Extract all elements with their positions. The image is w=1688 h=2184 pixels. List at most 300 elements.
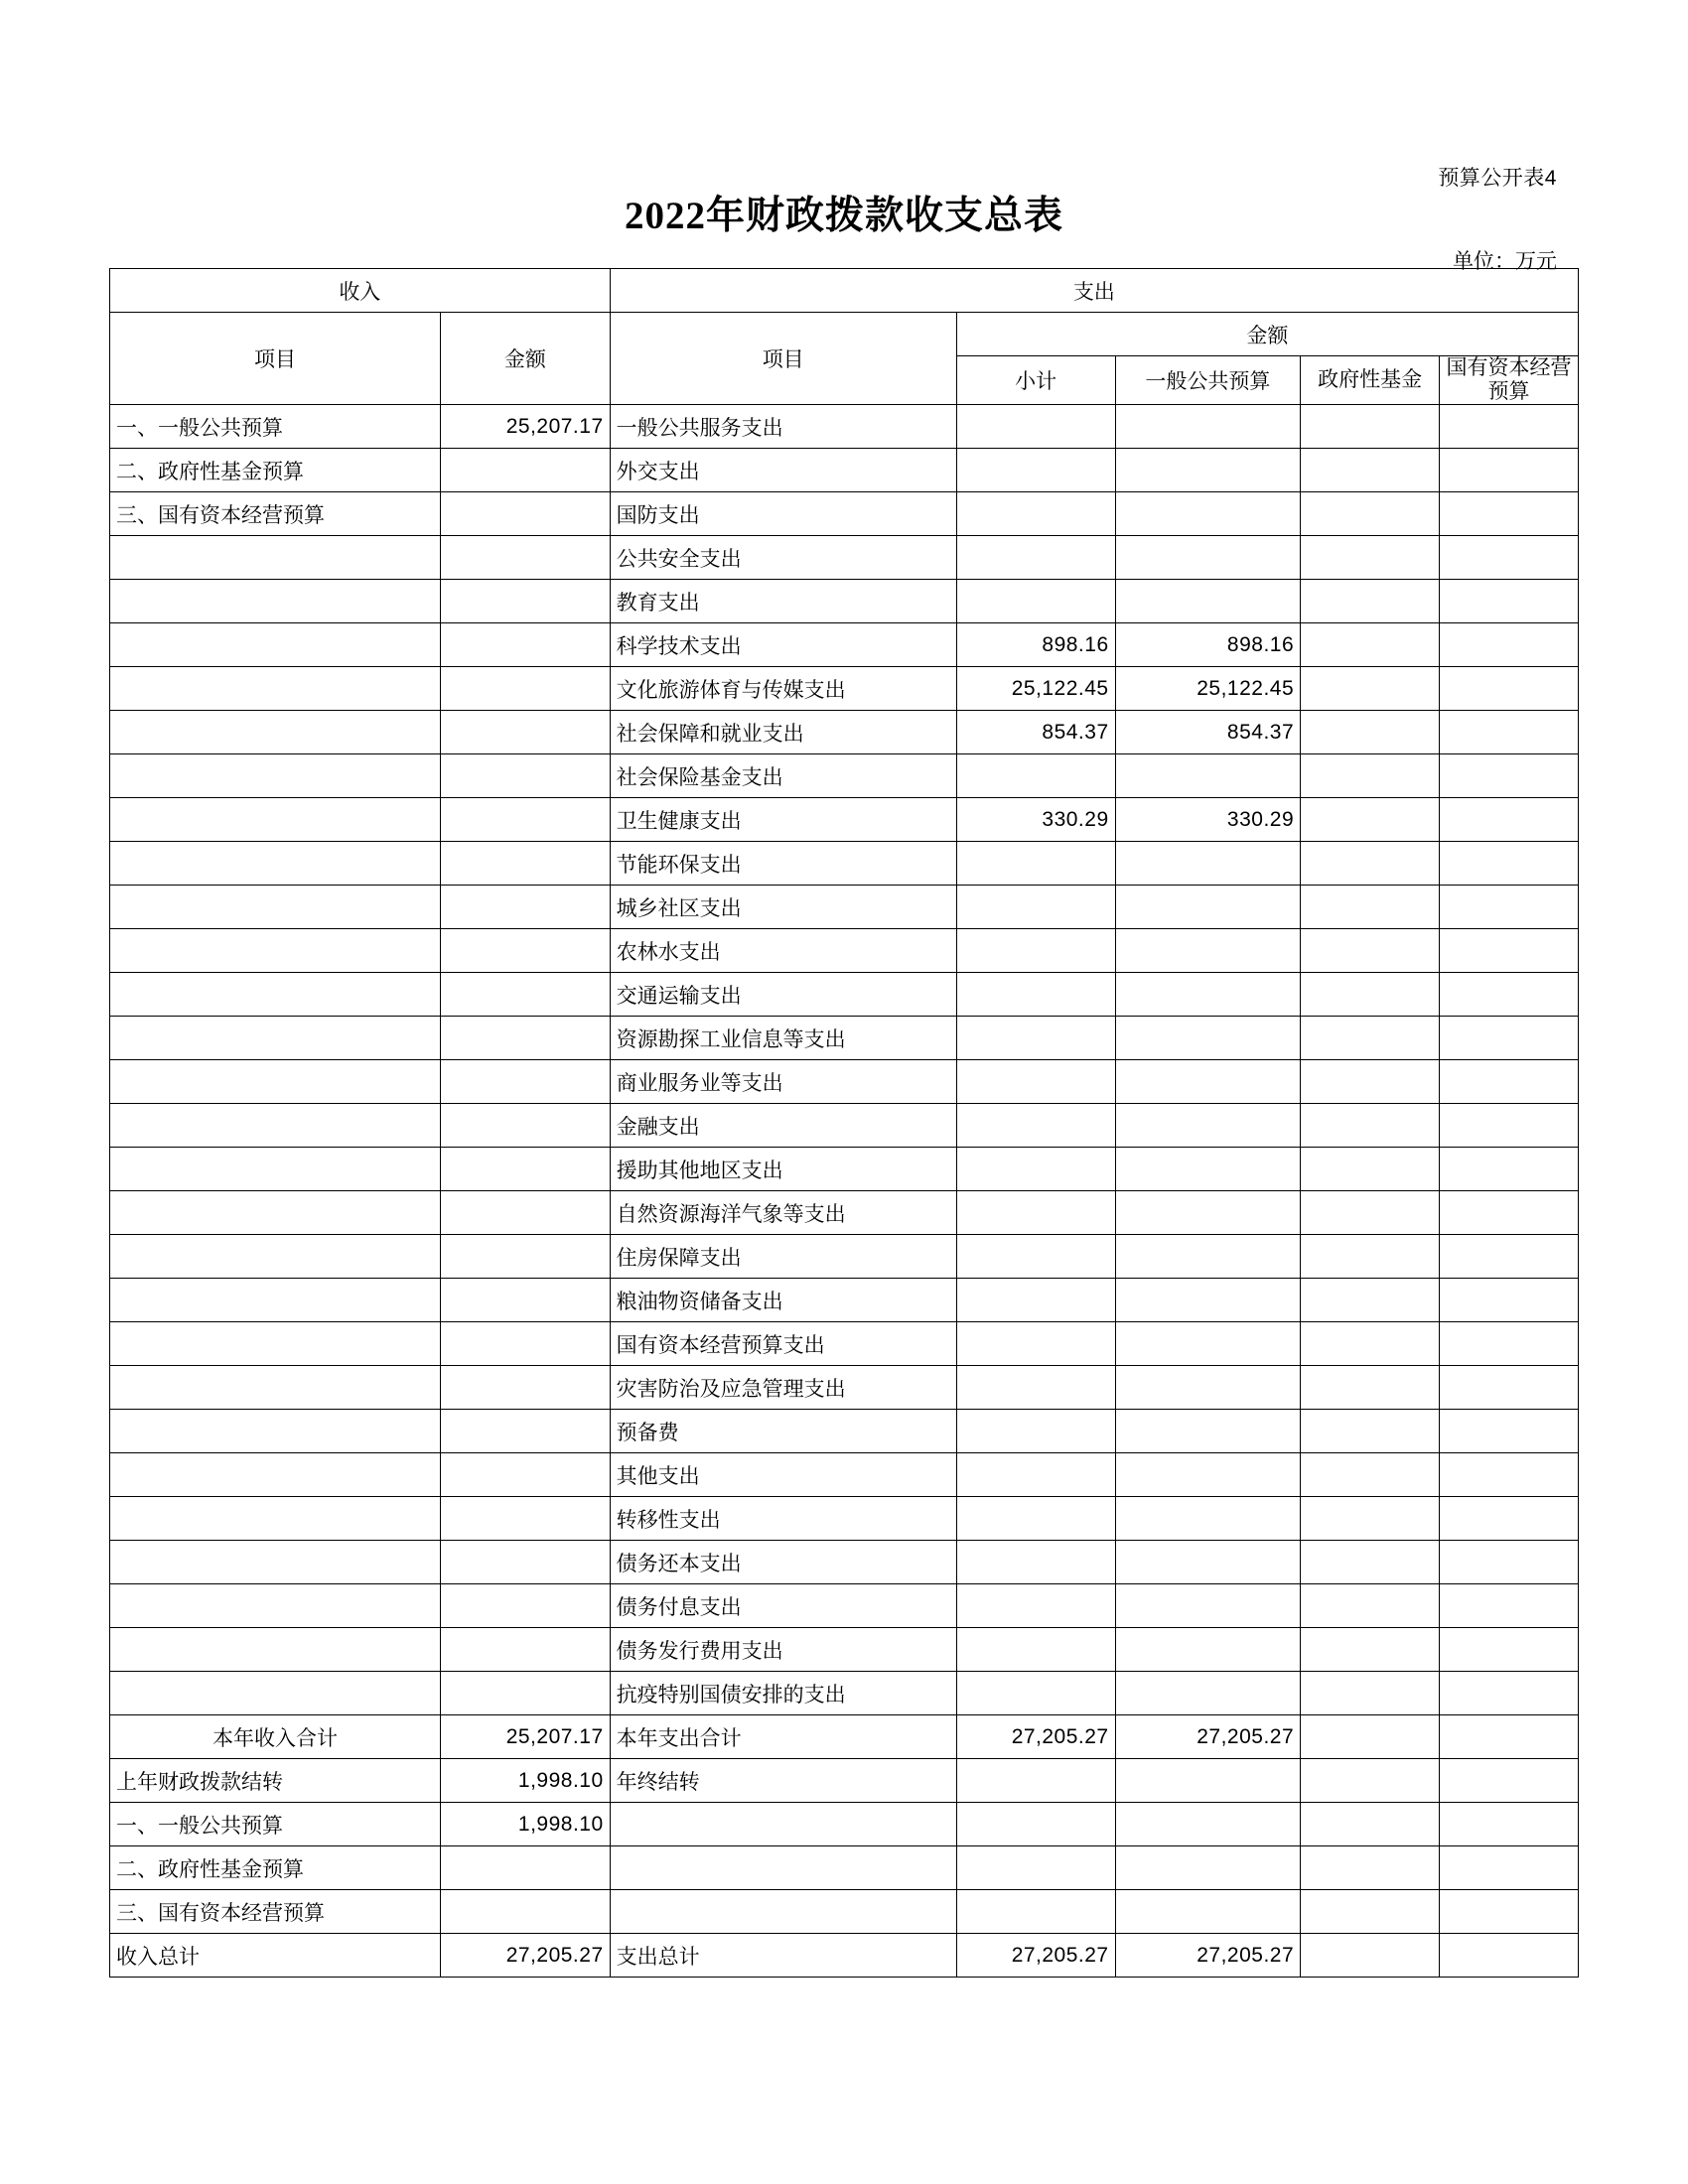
cell-income-item xyxy=(110,886,441,929)
cell-income-amount: 1,998.10 xyxy=(441,1759,611,1803)
cell-state-capital xyxy=(1440,798,1579,842)
table-header-row-2 xyxy=(110,313,1579,356)
cell-general-public-budget xyxy=(1115,1410,1301,1453)
table-row xyxy=(110,798,1579,842)
cell-government-fund xyxy=(1301,1453,1440,1497)
cell-state-capital xyxy=(1440,711,1579,754)
cell-income-item xyxy=(110,1060,441,1104)
cell-expense-item: 文化旅游体育与传媒支出 xyxy=(610,667,956,711)
cell-income-item xyxy=(110,1191,441,1235)
cell-expense-item: 粮油物资储备支出 xyxy=(610,1279,956,1322)
table-header-row-1 xyxy=(110,269,1579,313)
cell-state-capital xyxy=(1440,754,1579,798)
cell-subtotal xyxy=(956,1759,1115,1803)
cell-income-item xyxy=(110,798,441,842)
cell-government-fund xyxy=(1301,1148,1440,1191)
cell-government-fund xyxy=(1301,1322,1440,1366)
cell-subtotal xyxy=(956,1060,1115,1104)
cell-income-amount xyxy=(441,1410,611,1453)
cell-subtotal: 898.16 xyxy=(956,623,1115,667)
cell-income-item xyxy=(110,1235,441,1279)
page-title: 2022年财政拨款收支总表 xyxy=(624,195,1063,237)
cell-government-fund xyxy=(1301,886,1440,929)
cell-general-public-budget xyxy=(1115,405,1301,449)
cell-expense-item xyxy=(610,1846,956,1890)
cell-state-capital xyxy=(1440,1890,1579,1934)
unit-note: 单位：万元 xyxy=(1453,250,1557,273)
cell-subtotal xyxy=(956,405,1115,449)
cell-expense-item: 社会保障和就业支出 xyxy=(610,711,956,754)
cell-general-public-budget: 25,122.45 xyxy=(1115,667,1301,711)
cell-subtotal xyxy=(956,1410,1115,1453)
cell-income-item xyxy=(110,1017,441,1060)
cell-general-public-budget xyxy=(1115,1191,1301,1235)
cell-general-public-budget xyxy=(1115,1279,1301,1322)
cell-income-item xyxy=(110,1366,441,1410)
cell-government-fund xyxy=(1301,1584,1440,1628)
cell-expense-item: 本年支出合计 xyxy=(610,1715,956,1759)
cell-income-item xyxy=(110,754,441,798)
table-row xyxy=(110,405,1579,449)
cell-expense-item: 科学技术支出 xyxy=(610,623,956,667)
cell-income-amount xyxy=(441,1672,611,1715)
cell-subtotal: 330.29 xyxy=(956,798,1115,842)
cell-subtotal xyxy=(956,580,1115,623)
cell-general-public-budget: 330.29 xyxy=(1115,798,1301,842)
cell-expense-item: 预备费 xyxy=(610,1410,956,1453)
cell-government-fund xyxy=(1301,798,1440,842)
cell-income-amount xyxy=(441,1104,611,1148)
cell-general-public-budget xyxy=(1115,1104,1301,1148)
cell-general-public-budget xyxy=(1115,1803,1301,1846)
header-state-capital: 国有资本经营预算 xyxy=(1440,356,1579,405)
cell-income-amount xyxy=(441,842,611,886)
cell-subtotal xyxy=(956,449,1115,492)
table-row xyxy=(110,1104,1579,1148)
cell-state-capital xyxy=(1440,1279,1579,1322)
cell-state-capital xyxy=(1440,1366,1579,1410)
cell-government-fund xyxy=(1301,1715,1440,1759)
cell-income-item xyxy=(110,1584,441,1628)
cell-income-amount xyxy=(441,929,611,973)
table-row xyxy=(110,973,1579,1017)
table-row xyxy=(110,1235,1579,1279)
header-general-public-budget: 一般公共预算 xyxy=(1115,356,1301,405)
table-header xyxy=(110,269,1579,405)
cell-subtotal xyxy=(956,1017,1115,1060)
cell-expense-item: 抗疫特别国债安排的支出 xyxy=(610,1672,956,1715)
cell-general-public-budget xyxy=(1115,1453,1301,1497)
cell-income-amount xyxy=(441,1322,611,1366)
cell-state-capital xyxy=(1440,623,1579,667)
cell-government-fund xyxy=(1301,1846,1440,1890)
cell-government-fund xyxy=(1301,1541,1440,1584)
cell-general-public-budget: 854.37 xyxy=(1115,711,1301,754)
cell-government-fund xyxy=(1301,536,1440,580)
cell-expense-item: 债务还本支出 xyxy=(610,1541,956,1584)
cell-expense-item: 农林水支出 xyxy=(610,929,956,973)
cell-income-amount xyxy=(441,1366,611,1410)
cell-government-fund xyxy=(1301,842,1440,886)
table-row xyxy=(110,886,1579,929)
cell-general-public-budget xyxy=(1115,1235,1301,1279)
cell-subtotal xyxy=(956,1497,1115,1541)
cell-general-public-budget: 898.16 xyxy=(1115,623,1301,667)
cell-income-amount xyxy=(441,1628,611,1672)
cell-income-amount xyxy=(441,623,611,667)
cell-subtotal xyxy=(956,1148,1115,1191)
table-row xyxy=(110,929,1579,973)
cell-income-item xyxy=(110,623,441,667)
cell-general-public-budget xyxy=(1115,842,1301,886)
cell-subtotal xyxy=(956,1803,1115,1846)
cell-expense-item: 交通运输支出 xyxy=(610,973,956,1017)
cell-subtotal xyxy=(956,973,1115,1017)
cell-income-item xyxy=(110,711,441,754)
cell-expense-item: 金融支出 xyxy=(610,1104,956,1148)
cell-income-amount xyxy=(441,667,611,711)
cell-expense-item: 节能环保支出 xyxy=(610,842,956,886)
cell-income-item: 三、国有资本经营预算 xyxy=(110,1890,441,1934)
cell-expense-item: 一般公共服务支出 xyxy=(610,405,956,449)
table-row xyxy=(110,1584,1579,1628)
cell-government-fund xyxy=(1301,1410,1440,1453)
cell-expense-item: 转移性支出 xyxy=(610,1497,956,1541)
cell-income-item: 三、国有资本经营预算 xyxy=(110,492,441,536)
cell-expense-item: 国有资本经营预算支出 xyxy=(610,1322,956,1366)
cell-income-item: 二、政府性基金预算 xyxy=(110,449,441,492)
cell-general-public-budget xyxy=(1115,536,1301,580)
cell-state-capital xyxy=(1440,580,1579,623)
cell-income-amount: 25,207.17 xyxy=(441,405,611,449)
cell-subtotal xyxy=(956,1890,1115,1934)
cell-income-amount xyxy=(441,1279,611,1322)
cell-expense-item: 债务付息支出 xyxy=(610,1584,956,1628)
cell-subtotal xyxy=(956,1453,1115,1497)
cell-income-amount xyxy=(441,1890,611,1934)
cell-expense-item xyxy=(610,1803,956,1846)
cell-subtotal xyxy=(956,886,1115,929)
cell-state-capital xyxy=(1440,1672,1579,1715)
cell-general-public-budget xyxy=(1115,1628,1301,1672)
cell-income-item: 本年收入合计 xyxy=(110,1715,441,1759)
cell-income-amount xyxy=(441,798,611,842)
header-income-group: 收入 xyxy=(110,269,611,313)
table-row xyxy=(110,492,1579,536)
cell-state-capital xyxy=(1440,449,1579,492)
cell-government-fund xyxy=(1301,667,1440,711)
cell-subtotal: 27,205.27 xyxy=(956,1715,1115,1759)
cell-income-item xyxy=(110,1497,441,1541)
cell-income-item xyxy=(110,929,441,973)
header-subtotal: 小计 xyxy=(956,356,1115,405)
cell-subtotal: 27,205.27 xyxy=(956,1934,1115,1978)
cell-income-item xyxy=(110,1410,441,1453)
cell-subtotal xyxy=(956,1672,1115,1715)
cell-income-amount xyxy=(441,449,611,492)
cell-government-fund xyxy=(1301,1803,1440,1846)
cell-general-public-budget xyxy=(1115,1366,1301,1410)
table-row xyxy=(110,754,1579,798)
cell-income-item xyxy=(110,1279,441,1322)
cell-government-fund xyxy=(1301,973,1440,1017)
cell-government-fund xyxy=(1301,1628,1440,1672)
cell-income-item xyxy=(110,667,441,711)
cell-expense-item: 自然资源海洋气象等支出 xyxy=(610,1191,956,1235)
cell-state-capital xyxy=(1440,1235,1579,1279)
cell-income-item xyxy=(110,1628,441,1672)
cell-subtotal xyxy=(956,1235,1115,1279)
cell-income-item: 二、政府性基金预算 xyxy=(110,1846,441,1890)
cell-state-capital xyxy=(1440,1497,1579,1541)
cell-expense-item xyxy=(610,1890,956,1934)
table-row xyxy=(110,1060,1579,1104)
cell-income-amount xyxy=(441,1846,611,1890)
cell-income-item xyxy=(110,1104,441,1148)
cell-income-amount xyxy=(441,886,611,929)
cell-state-capital xyxy=(1440,492,1579,536)
cell-state-capital xyxy=(1440,1541,1579,1584)
table-row xyxy=(110,580,1579,623)
cell-general-public-budget xyxy=(1115,973,1301,1017)
table-row xyxy=(110,1934,1579,1978)
cell-expense-item: 支出总计 xyxy=(610,1934,956,1978)
cell-state-capital xyxy=(1440,536,1579,580)
cell-government-fund xyxy=(1301,1235,1440,1279)
table-row xyxy=(110,1890,1579,1934)
table-row xyxy=(110,1672,1579,1715)
cell-income-item xyxy=(110,1453,441,1497)
cell-subtotal xyxy=(956,492,1115,536)
cell-income-item: 一、一般公共预算 xyxy=(110,405,441,449)
cell-general-public-budget xyxy=(1115,580,1301,623)
table-row xyxy=(110,1628,1579,1672)
cell-state-capital xyxy=(1440,1104,1579,1148)
cell-income-item xyxy=(110,1672,441,1715)
cell-subtotal: 854.37 xyxy=(956,711,1115,754)
table-row xyxy=(110,1497,1579,1541)
cell-subtotal xyxy=(956,1279,1115,1322)
table-row xyxy=(110,449,1579,492)
cell-government-fund xyxy=(1301,1060,1440,1104)
cell-income-item xyxy=(110,973,441,1017)
cell-income-amount xyxy=(441,1148,611,1191)
cell-subtotal xyxy=(956,842,1115,886)
cell-subtotal xyxy=(956,1191,1115,1235)
cell-income-item xyxy=(110,580,441,623)
cell-expense-item: 教育支出 xyxy=(610,580,956,623)
cell-expense-item: 住房保障支出 xyxy=(610,1235,956,1279)
form-number-note: 预算公开表4 xyxy=(1438,167,1557,190)
cell-expense-item: 国防支出 xyxy=(610,492,956,536)
cell-subtotal xyxy=(956,1846,1115,1890)
cell-income-amount xyxy=(441,1235,611,1279)
table-row xyxy=(110,1715,1579,1759)
cell-state-capital xyxy=(1440,1584,1579,1628)
cell-subtotal xyxy=(956,1584,1115,1628)
cell-government-fund xyxy=(1301,1759,1440,1803)
cell-income-item xyxy=(110,1541,441,1584)
table-row xyxy=(110,1410,1579,1453)
cell-income-amount: 25,207.17 xyxy=(441,1715,611,1759)
cell-subtotal xyxy=(956,1104,1115,1148)
cell-state-capital xyxy=(1440,973,1579,1017)
cell-state-capital xyxy=(1440,1410,1579,1453)
cell-government-fund xyxy=(1301,1191,1440,1235)
cell-general-public-budget xyxy=(1115,1541,1301,1584)
cell-government-fund xyxy=(1301,1104,1440,1148)
cell-income-item xyxy=(110,842,441,886)
cell-general-public-budget xyxy=(1115,1890,1301,1934)
cell-state-capital xyxy=(1440,886,1579,929)
table-row xyxy=(110,1017,1579,1060)
cell-government-fund xyxy=(1301,929,1440,973)
cell-general-public-budget xyxy=(1115,1584,1301,1628)
cell-expense-item: 公共安全支出 xyxy=(610,536,956,580)
budget-table xyxy=(109,268,1579,1978)
cell-state-capital xyxy=(1440,1628,1579,1672)
header-expense-group: 支出 xyxy=(610,269,1578,313)
cell-state-capital xyxy=(1440,929,1579,973)
cell-income-amount xyxy=(441,536,611,580)
cell-income-amount xyxy=(441,1497,611,1541)
cell-general-public-budget xyxy=(1115,754,1301,798)
table-row xyxy=(110,623,1579,667)
cell-state-capital xyxy=(1440,1846,1579,1890)
cell-general-public-budget xyxy=(1115,1060,1301,1104)
cell-income-item xyxy=(110,1322,441,1366)
cell-subtotal xyxy=(956,1628,1115,1672)
cell-subtotal xyxy=(956,1322,1115,1366)
cell-expense-item: 资源勘探工业信息等支出 xyxy=(610,1017,956,1060)
cell-state-capital xyxy=(1440,1934,1579,1978)
cell-general-public-budget xyxy=(1115,1322,1301,1366)
table-row xyxy=(110,667,1579,711)
cell-state-capital xyxy=(1440,1060,1579,1104)
cell-government-fund xyxy=(1301,1497,1440,1541)
cell-income-amount xyxy=(441,1453,611,1497)
cell-government-fund xyxy=(1301,1279,1440,1322)
table-row xyxy=(110,1148,1579,1191)
cell-government-fund xyxy=(1301,1017,1440,1060)
cell-income-amount xyxy=(441,1541,611,1584)
cell-general-public-budget xyxy=(1115,492,1301,536)
cell-government-fund xyxy=(1301,754,1440,798)
cell-income-amount: 1,998.10 xyxy=(441,1803,611,1846)
cell-income-amount xyxy=(441,973,611,1017)
table-row xyxy=(110,1846,1579,1890)
cell-income-amount xyxy=(441,1191,611,1235)
table-row xyxy=(110,1803,1579,1846)
cell-income-amount xyxy=(441,754,611,798)
cell-general-public-budget xyxy=(1115,1497,1301,1541)
cell-government-fund xyxy=(1301,1890,1440,1934)
cell-general-public-budget xyxy=(1115,449,1301,492)
cell-income-amount xyxy=(441,711,611,754)
cell-income-amount xyxy=(441,1017,611,1060)
cell-state-capital xyxy=(1440,405,1579,449)
cell-expense-item: 援助其他地区支出 xyxy=(610,1148,956,1191)
cell-state-capital xyxy=(1440,842,1579,886)
cell-subtotal xyxy=(956,536,1115,580)
table-row xyxy=(110,711,1579,754)
cell-expense-item: 灾害防治及应急管理支出 xyxy=(610,1366,956,1410)
cell-subtotal xyxy=(956,929,1115,973)
cell-expense-item: 城乡社区支出 xyxy=(610,886,956,929)
cell-expense-item: 商业服务业等支出 xyxy=(610,1060,956,1104)
cell-state-capital xyxy=(1440,1017,1579,1060)
cell-general-public-budget xyxy=(1115,886,1301,929)
cell-subtotal xyxy=(956,1366,1115,1410)
cell-income-item xyxy=(110,1148,441,1191)
cell-subtotal xyxy=(956,1541,1115,1584)
cell-income-item: 一、一般公共预算 xyxy=(110,1803,441,1846)
cell-expense-item: 其他支出 xyxy=(610,1453,956,1497)
cell-income-item: 上年财政拨款结转 xyxy=(110,1759,441,1803)
cell-income-amount xyxy=(441,1060,611,1104)
cell-government-fund xyxy=(1301,492,1440,536)
cell-general-public-budget xyxy=(1115,1672,1301,1715)
cell-government-fund xyxy=(1301,449,1440,492)
cell-government-fund xyxy=(1301,405,1440,449)
table-row xyxy=(110,1541,1579,1584)
cell-income-amount: 27,205.27 xyxy=(441,1934,611,1978)
cell-expense-item: 债务发行费用支出 xyxy=(610,1628,956,1672)
table-row xyxy=(110,1322,1579,1366)
cell-government-fund xyxy=(1301,711,1440,754)
cell-income-amount xyxy=(441,1584,611,1628)
cell-government-fund xyxy=(1301,1934,1440,1978)
header-government-fund: 政府性基金 xyxy=(1301,356,1440,405)
cell-government-fund xyxy=(1301,623,1440,667)
cell-income-item xyxy=(110,536,441,580)
cell-general-public-budget: 27,205.27 xyxy=(1115,1715,1301,1759)
header-expense-item: 项目 xyxy=(610,313,956,405)
table-row xyxy=(110,1453,1579,1497)
cell-government-fund xyxy=(1301,1672,1440,1715)
table-row xyxy=(110,1366,1579,1410)
cell-subtotal: 25,122.45 xyxy=(956,667,1115,711)
cell-expense-item: 年终结转 xyxy=(610,1759,956,1803)
cell-general-public-budget: 27,205.27 xyxy=(1115,1934,1301,1978)
table-row xyxy=(110,1279,1579,1322)
cell-expense-item: 卫生健康支出 xyxy=(610,798,956,842)
cell-general-public-budget xyxy=(1115,1846,1301,1890)
table-row xyxy=(110,1191,1579,1235)
cell-subtotal xyxy=(956,754,1115,798)
cell-state-capital xyxy=(1440,1148,1579,1191)
header-amount-group: 金额 xyxy=(956,313,1578,356)
cell-state-capital xyxy=(1440,1453,1579,1497)
cell-state-capital xyxy=(1440,1191,1579,1235)
cell-general-public-budget xyxy=(1115,1148,1301,1191)
cell-government-fund xyxy=(1301,580,1440,623)
cell-general-public-budget xyxy=(1115,1759,1301,1803)
cell-state-capital xyxy=(1440,667,1579,711)
table-row xyxy=(110,842,1579,886)
cell-expense-item: 社会保险基金支出 xyxy=(610,754,956,798)
cell-income-amount xyxy=(441,492,611,536)
cell-expense-item: 外交支出 xyxy=(610,449,956,492)
cell-general-public-budget xyxy=(1115,1017,1301,1060)
cell-government-fund xyxy=(1301,1366,1440,1410)
cell-income-item: 收入总计 xyxy=(110,1934,441,1978)
table-body xyxy=(110,405,1579,1978)
cell-general-public-budget xyxy=(1115,929,1301,973)
header-income-item: 项目 xyxy=(110,313,441,405)
table-row xyxy=(110,536,1579,580)
cell-state-capital xyxy=(1440,1759,1579,1803)
